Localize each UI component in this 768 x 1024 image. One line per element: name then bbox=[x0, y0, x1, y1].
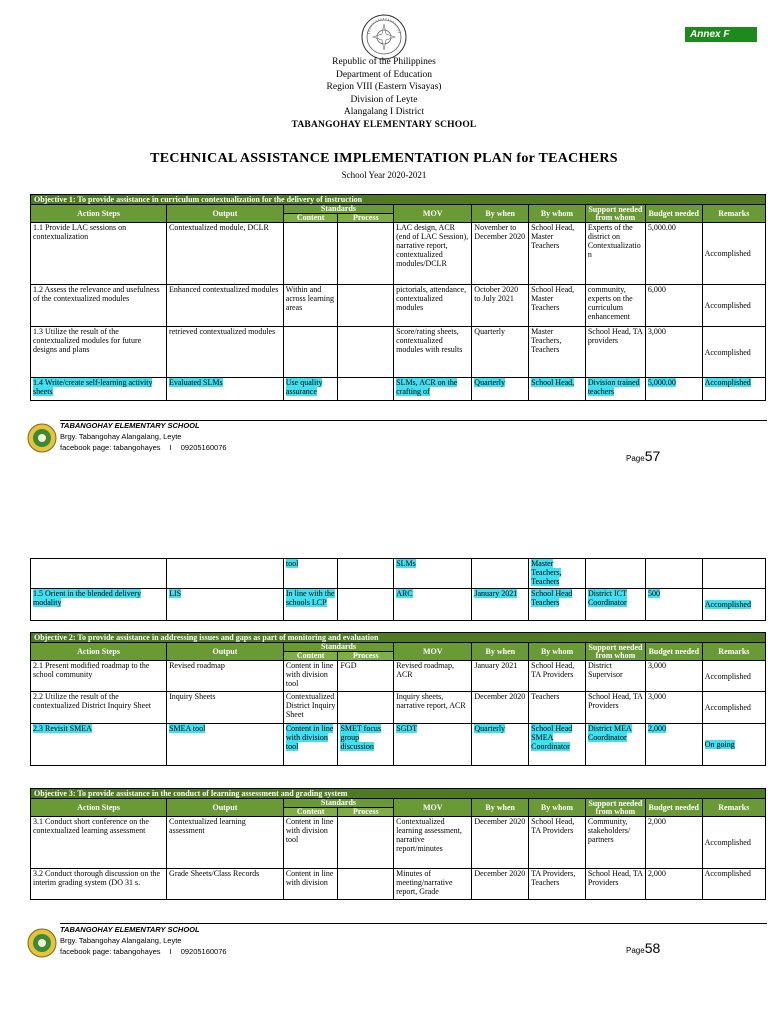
cell: Contextualized learning assessment, narrative report/minutes bbox=[394, 817, 472, 869]
document-title: TECHNICAL ASSISTANCE IMPLEMENTATION PLAN for TEACHERS bbox=[150, 151, 618, 166]
cell: November to December 2020 bbox=[472, 223, 529, 285]
table-row bbox=[31, 559, 766, 589]
page-number: 58 bbox=[644, 940, 661, 956]
cell: 3,000 bbox=[645, 692, 702, 724]
letterhead-line-4: Division of Leyte bbox=[350, 94, 418, 105]
cell: January 2021 bbox=[472, 661, 529, 692]
cell: 3,000 bbox=[645, 661, 702, 692]
school-logo-icon bbox=[27, 928, 57, 958]
table-row bbox=[31, 223, 766, 285]
footer-divider bbox=[60, 420, 767, 421]
cell: December 2020 bbox=[472, 692, 529, 724]
cell: 1.5 Orient in the blended delivery modality bbox=[33, 589, 141, 607]
cell: October 2020 to July 2021 bbox=[472, 285, 529, 327]
cell bbox=[338, 817, 394, 869]
objective-2-table bbox=[30, 632, 766, 766]
col-remarks: Remarks bbox=[702, 799, 765, 817]
cell bbox=[31, 559, 167, 589]
cell: SLMs, ACR on the crafting of bbox=[396, 378, 458, 396]
col-process: Process bbox=[338, 652, 394, 661]
objective-1-title: Objective 1: To provide assistance in curriculum contextualization for the delivery of instruction bbox=[31, 195, 766, 205]
footer-contact bbox=[60, 946, 320, 957]
footer-address: Brgy. Tabangohay Alangalang, Leyte bbox=[60, 432, 182, 441]
cell: January 2021 bbox=[474, 589, 518, 598]
objective-2-title: Objective 2: To provide assistance in addressing issues and gaps as part of monitoring and evaluation bbox=[31, 633, 766, 643]
footer-phone: 09205160076 bbox=[180, 947, 227, 956]
cell: School Head, TA Providers bbox=[585, 692, 645, 724]
table-row bbox=[31, 724, 766, 766]
school-name: TABANGOHAY ELEMENTARY SCHOOL bbox=[291, 119, 477, 130]
col-content: Content bbox=[283, 808, 338, 817]
cell: 2,000 bbox=[645, 869, 702, 900]
cell: 2,000 bbox=[645, 817, 702, 869]
table-row bbox=[31, 661, 766, 692]
col-budget: Budget needed bbox=[645, 643, 702, 661]
col-by-when: By when bbox=[472, 643, 529, 661]
cell: Accomplished bbox=[704, 600, 751, 609]
cell: 6,000 bbox=[645, 285, 702, 327]
cell: December 2020 bbox=[472, 817, 529, 869]
footer-facebook: facebook page: tabangohayes bbox=[60, 947, 161, 956]
table-row bbox=[31, 692, 766, 724]
school-logo-icon bbox=[27, 423, 57, 453]
letterhead-line-3: Region VIII (Eastern Visayas) bbox=[326, 82, 442, 92]
cell: 2.1 Present modified roadmap to the school community bbox=[31, 661, 167, 692]
cell bbox=[472, 559, 529, 589]
page-number: 57 bbox=[644, 448, 661, 464]
cell: School Head, TA Providers bbox=[529, 817, 586, 869]
col-action-steps: Action Steps bbox=[31, 205, 167, 223]
cell: 2.2 Utilize the result of the contextualized District Inquiry Sheet bbox=[31, 692, 167, 724]
cell: Revised roadmap, ACR bbox=[394, 661, 472, 692]
cell bbox=[338, 589, 394, 621]
objective-1-table bbox=[30, 194, 766, 401]
footer-school-name: TABANGOHAY ELEMENTARY SCHOOL bbox=[60, 925, 200, 934]
cell: School Head Teachers bbox=[531, 589, 573, 607]
col-support: Support needed from whom bbox=[585, 799, 645, 817]
cell bbox=[338, 378, 394, 401]
cell: SGDT bbox=[396, 724, 418, 733]
cell bbox=[283, 327, 338, 378]
footer-contact bbox=[60, 442, 320, 453]
cell: Division trained teachers bbox=[587, 378, 640, 396]
objective-3-title: Objective 3: To provide assistance in the conduct of learning assessment and grading system bbox=[31, 789, 766, 799]
cell: Content in line with division tool bbox=[283, 661, 338, 692]
cell bbox=[338, 559, 394, 589]
table-row bbox=[31, 817, 766, 869]
table-row bbox=[31, 589, 766, 621]
col-by-when: By when bbox=[472, 799, 529, 817]
cell: Inquiry Sheets bbox=[167, 692, 284, 724]
cell: Contextualized module, DCLR bbox=[167, 223, 284, 285]
cell: Content in line with division bbox=[283, 869, 338, 900]
cell: Evaluated SLMs bbox=[169, 378, 223, 387]
cell: 2.3 Revisit SMEA bbox=[33, 724, 92, 733]
cell: SLMs bbox=[396, 559, 416, 568]
col-remarks: Remarks bbox=[702, 205, 765, 223]
col-remarks: Remarks bbox=[702, 643, 765, 661]
cell: ARC bbox=[396, 589, 413, 598]
col-action-steps: Action Steps bbox=[31, 799, 167, 817]
cell: School Head, TA Providers bbox=[585, 869, 645, 900]
cell: Accomplished bbox=[702, 869, 765, 900]
col-content: Content bbox=[283, 652, 338, 661]
cell: Master Teachers, Teachers bbox=[529, 327, 586, 378]
cell: In line with the schools LCP bbox=[285, 589, 335, 607]
letterhead bbox=[0, 56, 768, 131]
cell: School Head, Master Teachers bbox=[529, 285, 586, 327]
footer-phone: 09205160076 bbox=[180, 443, 227, 452]
col-output: Output bbox=[167, 205, 284, 223]
cell: 3.2 Conduct thorough discussion on the interim grading system (DO 31 s. bbox=[31, 869, 167, 900]
cell: School Head, TA Providers bbox=[529, 661, 586, 692]
cell: community, experts on the curriculum enhancement bbox=[585, 285, 645, 327]
cell: District ICT Coordinator bbox=[587, 589, 627, 607]
cell bbox=[338, 327, 394, 378]
cell: 1.1 Provide LAC sessions on contextualization bbox=[31, 223, 167, 285]
col-budget: Budget needed bbox=[645, 205, 702, 223]
cell: Enhanced contextualized modules bbox=[167, 285, 284, 327]
cell: Revised roadmap bbox=[167, 661, 284, 692]
col-content: Content bbox=[283, 214, 338, 223]
cell: LIS bbox=[169, 589, 182, 598]
cell: Content in line with division tool bbox=[285, 724, 334, 751]
deped-seal-icon bbox=[361, 14, 407, 60]
cell: Inquiry sheets, narrative report, ACR bbox=[394, 692, 472, 724]
cell: SMET focus group discussion bbox=[340, 724, 382, 751]
cell: School Head SMEA Coordinator bbox=[531, 724, 573, 751]
cell: 5,000.00 bbox=[645, 223, 702, 285]
col-mov: MOV bbox=[394, 205, 472, 223]
cell: 3.1 Conduct short conference on the contextualized learning assessment bbox=[31, 817, 167, 869]
cell bbox=[167, 559, 284, 589]
footer-facebook: facebook page: tabangohayes bbox=[60, 443, 161, 452]
col-mov: MOV bbox=[394, 643, 472, 661]
cell: 1.3 Utilize the result of the contextualized modules for future designs and plans bbox=[31, 327, 167, 378]
cell bbox=[702, 559, 765, 589]
cell: School Head, TA providers bbox=[585, 327, 645, 378]
footer-address: Brgy. Tabangohay Alangalang, Leyte bbox=[60, 936, 182, 945]
col-process: Process bbox=[338, 808, 394, 817]
cell: Accomplished bbox=[702, 817, 765, 869]
col-by-whom: By whom bbox=[529, 205, 586, 223]
cell: Grade Sheets/Class Records bbox=[167, 869, 284, 900]
objective-1-continued-table bbox=[30, 558, 766, 621]
footer-1 bbox=[60, 420, 320, 453]
cell: LAC design, ACR (end of LAC Session), narrative report, contextualized modules/DCLR bbox=[394, 223, 472, 285]
footer-separator: I bbox=[169, 947, 172, 956]
cell: Teachers bbox=[529, 692, 586, 724]
cell: TA Providers, Teachers bbox=[529, 869, 586, 900]
cell: Experts of the district on Contextualizatio n bbox=[585, 223, 645, 285]
school-year: School Year 2020-2021 bbox=[341, 170, 427, 180]
cell: Accomplished bbox=[702, 285, 765, 327]
col-by-when: By when bbox=[472, 205, 529, 223]
cell: District MEA Coordinator bbox=[587, 724, 632, 742]
footer-separator: I bbox=[169, 443, 172, 452]
cell bbox=[645, 559, 702, 589]
cell: 5,000.00 bbox=[647, 378, 676, 387]
page-number-57 bbox=[626, 448, 660, 466]
col-output: Output bbox=[167, 643, 284, 661]
col-by-whom: By whom bbox=[529, 799, 586, 817]
cell: School Head, bbox=[531, 378, 575, 387]
cell: Quarterly bbox=[472, 327, 529, 378]
page-word: Page bbox=[626, 946, 645, 955]
cell: Quarterly bbox=[474, 724, 506, 733]
cell: Use quality assurance bbox=[285, 378, 323, 396]
cell: District Supervisor bbox=[585, 661, 645, 692]
cell: SMEA tool bbox=[169, 724, 206, 733]
table-row bbox=[31, 378, 766, 401]
cell: 500 bbox=[647, 589, 660, 598]
cell: On going bbox=[704, 740, 735, 749]
page-number-58 bbox=[626, 940, 660, 958]
cell: Accomplished bbox=[702, 692, 765, 724]
table-row bbox=[31, 327, 766, 378]
cell: Minutes of meeting/narrative report, Grade bbox=[394, 869, 472, 900]
cell: Accomplished bbox=[702, 327, 765, 378]
cell: Within and across learning areas bbox=[283, 285, 338, 327]
table-row bbox=[31, 285, 766, 327]
col-process: Process bbox=[338, 214, 394, 223]
col-standards: Standards bbox=[283, 643, 393, 652]
cell: 2,000 bbox=[647, 724, 666, 733]
cell bbox=[338, 285, 394, 327]
col-mov: MOV bbox=[394, 799, 472, 817]
cell: Score/rating sheets, contextualized modules with results bbox=[394, 327, 472, 378]
letterhead-line-1: Republic of the Philippines bbox=[332, 57, 436, 67]
col-support: Support needed from whom bbox=[585, 643, 645, 661]
cell: retrieved contextualized modules bbox=[167, 327, 284, 378]
page-word: Page bbox=[626, 454, 645, 463]
cell: Accomplished bbox=[702, 661, 765, 692]
cell: pictorials, attendance, contextualized modules bbox=[394, 285, 472, 327]
col-support: Support needed from whom bbox=[585, 205, 645, 223]
table-row bbox=[31, 869, 766, 900]
letterhead-line-2: Department of Education bbox=[335, 69, 433, 80]
col-standards: Standards bbox=[283, 799, 393, 808]
cell: Quarterly bbox=[474, 378, 505, 387]
cell bbox=[338, 869, 394, 900]
cell: School Head, Master Teachers bbox=[529, 223, 586, 285]
cell: tool bbox=[285, 559, 299, 568]
annex-label: Annex F bbox=[685, 27, 757, 42]
cell bbox=[338, 223, 394, 285]
footer-divider bbox=[60, 923, 767, 924]
cell bbox=[338, 692, 394, 724]
cell bbox=[585, 559, 645, 589]
footer-2 bbox=[60, 924, 320, 957]
cell: FGD bbox=[338, 661, 394, 692]
cell: Contextualized District Inquiry Sheet bbox=[283, 692, 338, 724]
cell: Master Teachers, Teachers bbox=[531, 559, 562, 586]
cell: Content in line with division tool bbox=[283, 817, 338, 869]
cell: Accomplished bbox=[702, 223, 765, 285]
cell: Community, stakeholders/ partners bbox=[585, 817, 645, 869]
col-budget: Budget needed bbox=[645, 799, 702, 817]
col-standards: Standards bbox=[283, 205, 393, 214]
cell: 3,000 bbox=[645, 327, 702, 378]
col-output: Output bbox=[167, 799, 284, 817]
col-by-whom: By whom bbox=[529, 643, 586, 661]
cell bbox=[283, 223, 338, 285]
cell: Contextualized learning assessment bbox=[167, 817, 284, 869]
cell: 1.2 Assess the relevance and usefulness of the contextualized modules bbox=[31, 285, 167, 327]
col-action-steps: Action Steps bbox=[31, 643, 167, 661]
letterhead-line-5: Alangalang I District bbox=[343, 107, 425, 117]
footer-school-name: TABANGOHAY ELEMENTARY SCHOOL bbox=[60, 421, 200, 430]
cell: Accomplished bbox=[704, 378, 751, 387]
cell: December 2020 bbox=[472, 869, 529, 900]
objective-3-table bbox=[30, 788, 766, 900]
cell: 1.4 Write/create self-learning activity sheets bbox=[33, 378, 153, 396]
